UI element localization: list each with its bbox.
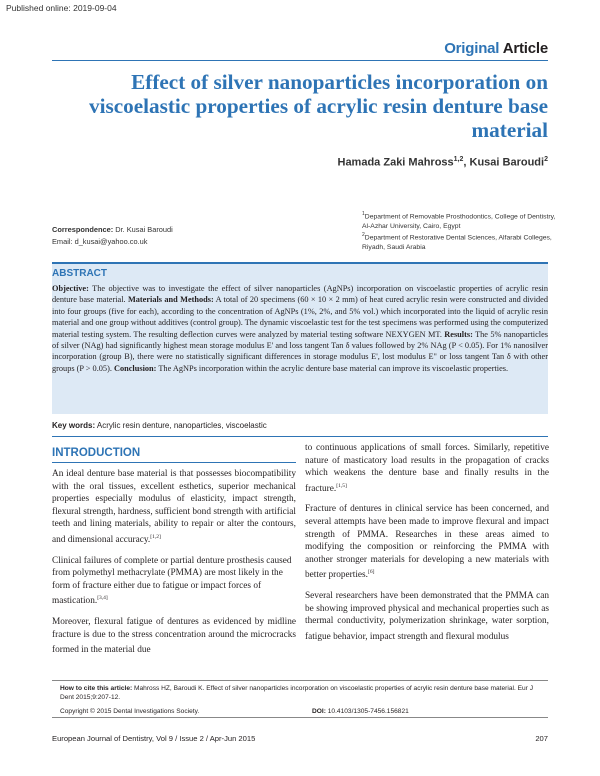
body-paragraph: Several researchers have been demonstrated that the PMMA can be showing improved physical and mechanical properties such as thermal conductivity, polymerization shrinkage, water sorption, fatigue behavior, impact strength and flexural modulus [305, 591, 549, 642]
author-list [338, 156, 549, 169]
abstract-body [52, 283, 548, 374]
citation-body: Mahross HZ, Baroudi K. Effect of silver nanoparticles incorporation on viscoelastic properties of acrylic resin denture base material. Eur J Dent 2015;9:207-12. [60, 685, 533, 701]
citation-label: How to cite this article: [60, 685, 133, 692]
correspondence-label: Correspondence: [52, 225, 114, 234]
citation-ref[interactable]: [3,4] [97, 595, 108, 602]
header-divider [52, 60, 548, 61]
body-column-left [52, 468, 296, 665]
affiliation-text: Department of Restorative Dental Sciences, Alfarabi Colleges, Riyadh, Saudi Arabia [362, 234, 552, 252]
published-date: Published online: 2019-09-04 [6, 3, 117, 13]
abstract-methods-label: Materials and Methods: [127, 295, 214, 305]
keywords-text: Acrylic resin denture, nanoparticles, viscoelastic [95, 421, 267, 430]
doi-value[interactable]: 10.4103/1305-7456.156821 [325, 708, 409, 715]
body-column-right [305, 442, 549, 652]
abstract-objective-label: Objective: [52, 284, 89, 293]
author-separator: , [463, 156, 470, 169]
copyright-notice: Copyright © 2015 Dental Investigations Society. [60, 708, 200, 715]
doi-label: DOI: [312, 708, 326, 715]
author-affiliation-ref: 2 [544, 156, 548, 163]
abstract-conclusion: The AgNPs incorporation within the acrylic denture base material can improve its viscoelastic properties. [156, 363, 509, 373]
abstract-heading: ABSTRACT [52, 268, 107, 279]
body-paragraph: An ideal denture base material is that possesses biocompatibility with the oral tissues, excellent esthetics, superior mechanical properties especially modulus of elasticity, impact strength, flexural strength, hardness, sufficient bond strength with artificial teeth and lining materials, ability to repair or alter the contours, and dimensional accuracy.[1,2] [52, 469, 296, 546]
introduction-heading: INTRODUCTION [52, 447, 141, 459]
article-type-original: Original [444, 40, 500, 57]
author-name: Kusai Baroudi [469, 156, 545, 169]
correspondence-block [52, 224, 173, 248]
article-title: Effect of silver nanoparticles incorporation on viscoelastic properties of acrylic resin denture base material [89, 70, 548, 142]
body-paragraph: Moreover, flexural fatigue of dentures as evidenced by midline fracture is due to the stress concentration around the microcracks formed in the material due [52, 617, 296, 656]
affiliation-number: 2 [362, 232, 365, 239]
body-paragraph: Fracture of dentures in clinical service has been concerned, and several attempts have been made to improve flexural and impact strength of PMMA. Researches in these areas aimed to modifying the composition or reinforcing the PMMA with another stronger materials for developing a new materials with better properties.[6] [305, 504, 549, 581]
affiliation-item [362, 231, 562, 252]
footer-page-number: 207 [535, 734, 548, 743]
affiliation-number: 1 [362, 211, 365, 217]
keywords-divider [52, 436, 548, 437]
article-type-article: Article [502, 40, 548, 57]
body-paragraph: to continuous applications of small forces. Similarly, repetitive nature of masticatory load results in the propagation of cracks which weakens the denture base and finally results in the fracture.[1,5] [305, 443, 549, 494]
keywords-line [52, 421, 267, 430]
author-name: Hamada Zaki Mahross [337, 156, 454, 169]
citation-ref[interactable]: [1,5] [336, 482, 347, 489]
abstract-objective: The objective was to investigate the effect of silver nanoparticles (AgNPs) incorporation on viscoelastic properties of acrylic resin denture base material. [52, 284, 548, 305]
doi-line [312, 708, 409, 715]
citation-text [60, 684, 546, 702]
author-affiliation-ref: 1,2 [453, 156, 464, 163]
keywords-label: Key words: [52, 421, 96, 430]
body-paragraph: Clinical failures of complete or partial denture prosthesis caused from polymethyl methacrylate (PMMA) are most likely in the form of fracture either due to fatigue or impact forces of mastication.[3,4] [52, 555, 292, 607]
footer-journal-info: European Journal of Dentistry, Vol 9 / Issue 2 / Apr-Jun 2015 [52, 734, 256, 743]
affiliations-block [362, 210, 562, 253]
abstract-results-label: Results: [444, 329, 473, 339]
introduction-divider [52, 462, 296, 463]
abstract-methods: A total of 20 specimens (60 × 10 × 2 mm) of heat cured acrylic resin were constructed and divided into four groups (five for each), according to the concentration of AgNPs (1%, 2%, and 5% vol.) which incorporated into the liquid of acrylic resin material and one group without additives (control group). The dynamic viscoelastic test for the test specimens was performed using the computerized material testing system. The resulting deflection curves were analyzed by material testing software NEXYGEN MT. [52, 295, 548, 339]
abstract-results: The 5% nanoparticles of silver (NAg) had significantly highest mean storage modulus E' and loss tangent Tan δ values followed by 2% NAg (P < 0.05). For 1% nanosilver incorporation (group B), there were no statistically significant differences in storage modulus E', lost modulus E" or loss tangent Tan δ with other groups (P > 0.05). [52, 329, 548, 373]
affiliation-item [362, 210, 562, 231]
citation-ref[interactable]: [1,2] [150, 533, 161, 540]
correspondence-name: Dr. Kusai Baroudi [113, 225, 173, 234]
correspondence-email[interactable]: Email: d_kusai@yahoo.co.uk [52, 237, 148, 246]
citation-ref[interactable]: [6] [368, 569, 375, 576]
article-type-label [444, 40, 548, 57]
abstract-conclusion-label: Conclusion: [114, 363, 157, 373]
affiliation-text: Department of Removable Prosthodontics, College of Dentistry, Al-Azhar University, Cairo, Egypt [362, 213, 556, 230]
